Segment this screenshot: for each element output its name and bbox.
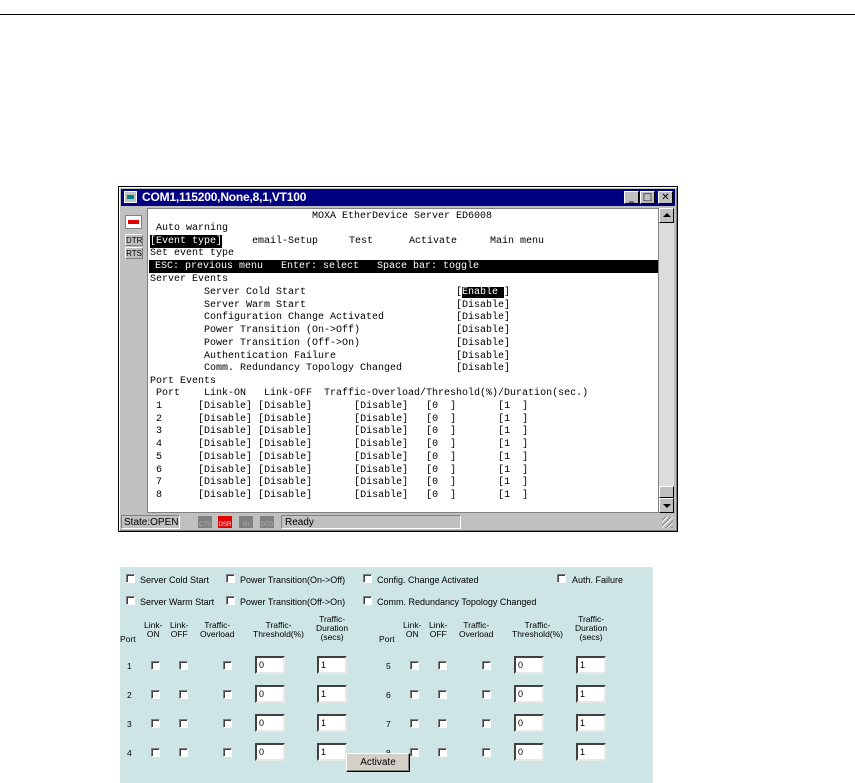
traffic-overload-checkbox[interactable] xyxy=(482,719,491,728)
threshold-input[interactable]: 0 xyxy=(514,714,544,732)
server-warm-start-checkbox[interactable] xyxy=(126,596,135,605)
close-button[interactable]: ✕ xyxy=(658,191,673,204)
server-event-value[interactable]: [Disable] xyxy=(456,312,511,324)
resize-grip-icon[interactable] xyxy=(662,517,673,528)
auto-warning-label: Auto warning xyxy=(156,223,229,234)
link-off-checkbox[interactable] xyxy=(438,748,447,757)
server-event-value[interactable]: [Disable] xyxy=(456,363,511,375)
port-number: 4 xyxy=(127,748,132,758)
led-dcd: DCD xyxy=(260,516,274,528)
duration-input[interactable]: 1 xyxy=(576,743,606,761)
port-header: Port xyxy=(379,634,395,644)
power-on-off-label: Power Transition(On->Off) xyxy=(240,575,346,585)
port-event-row[interactable]: 5 [Disable] [Disable] [Disable] [0 ] [1 ] xyxy=(156,451,529,463)
threshold-input[interactable]: 0 xyxy=(514,685,544,703)
scroll-up-arrow-icon[interactable] xyxy=(659,208,674,223)
link-off-checkbox[interactable] xyxy=(438,719,447,728)
link-off-checkbox[interactable] xyxy=(438,690,447,699)
server-event-name: Comm. Redundancy Topology Changed xyxy=(204,363,403,375)
duration-input[interactable]: 1 xyxy=(317,743,347,761)
scroll-down-arrow-icon[interactable] xyxy=(659,498,674,513)
port-events-title: Port Events xyxy=(150,376,217,387)
server-event-name: Power Transition (Off->On) xyxy=(204,337,361,349)
title-bar[interactable] xyxy=(121,189,675,206)
menu-activate[interactable]: Activate xyxy=(409,236,458,247)
link-on-checkbox[interactable] xyxy=(410,748,419,757)
set-event-type-label: Set event type xyxy=(150,248,235,259)
link-off-checkbox[interactable] xyxy=(179,690,188,699)
port-number: 5 xyxy=(386,661,391,671)
menu-event-type[interactable]: [Event type] xyxy=(150,236,223,247)
led-cts: CTS xyxy=(198,516,212,528)
traffic-overload-checkbox[interactable] xyxy=(223,719,232,728)
connection-state: State:OPEN xyxy=(121,515,180,529)
link-on-checkbox[interactable] xyxy=(410,690,419,699)
terminal-header: MOXA EtherDevice Server ED6008 xyxy=(311,211,493,222)
duration-input[interactable]: 1 xyxy=(576,714,606,732)
server-event-value[interactable]: [Disable] xyxy=(456,299,511,311)
threshold-input[interactable]: 0 xyxy=(255,656,285,674)
duration-input[interactable]: 1 xyxy=(317,685,347,703)
port-number: 1 xyxy=(127,661,132,671)
port-event-row[interactable]: 8 [Disable] [Disable] [Disable] [0 ] [1 ] xyxy=(156,489,529,501)
traffic-duration-header: Traffic- Duration (secs) xyxy=(316,614,349,642)
traffic-overload-header: Traffic- Overload xyxy=(459,620,494,639)
duration-input[interactable]: 1 xyxy=(576,685,606,703)
connection-indicator-icon[interactable] xyxy=(125,215,142,229)
port-event-row[interactable]: 7 [Disable] [Disable] [Disable] [0 ] [1 ] xyxy=(156,477,529,489)
server-events-title: Server Events xyxy=(150,274,229,285)
traffic-overload-checkbox[interactable] xyxy=(482,748,491,757)
server-event-value[interactable]: [Disable] xyxy=(456,350,511,362)
auth-failure-checkbox[interactable] xyxy=(557,574,566,583)
power-on-off-checkbox[interactable] xyxy=(226,574,235,583)
web-event-config-panel xyxy=(120,567,653,783)
dtr-toggle[interactable]: DTR xyxy=(126,236,143,245)
link-on-header: Link- ON xyxy=(403,620,422,639)
threshold-input[interactable]: 0 xyxy=(514,656,544,674)
server-warm-start-label: Server Warm Start xyxy=(140,597,215,607)
window-title: COM1,115200,None,8,1,VT100 xyxy=(142,190,307,204)
port-event-row[interactable]: 2 [Disable] [Disable] [Disable] [0 ] [1 ] xyxy=(156,413,529,425)
link-on-header: Link- ON xyxy=(144,620,163,639)
port-event-row[interactable]: 4 [Disable] [Disable] [Disable] [0 ] [1 ] xyxy=(156,439,529,451)
power-off-on-checkbox[interactable] xyxy=(226,596,235,605)
traffic-overload-checkbox[interactable] xyxy=(223,748,232,757)
link-on-checkbox[interactable] xyxy=(410,661,419,670)
signal-side-strip xyxy=(122,208,146,514)
menu-email-setup[interactable]: email-Setup xyxy=(252,236,319,247)
traffic-overload-checkbox[interactable] xyxy=(223,690,232,699)
led-dsr: DSR xyxy=(218,516,232,528)
server-event-name: Power Transition (On->Off) xyxy=(204,325,361,337)
traffic-threshold-header: Traffic- Threshold(%) xyxy=(512,620,564,639)
threshold-input[interactable]: 0 xyxy=(255,714,285,732)
port-header: Port xyxy=(120,634,136,644)
link-off-header: Link- OFF xyxy=(170,620,189,639)
link-off-checkbox[interactable] xyxy=(179,661,188,670)
help-bar: ESC: previous menu Enter: select Space bar: toggle xyxy=(149,260,658,273)
port-number: 7 xyxy=(386,719,391,729)
port-number: 6 xyxy=(386,690,391,700)
server-event-value[interactable]: [Disable] xyxy=(456,325,511,337)
comm-redundancy-label: Comm. Redundancy Topology Changed xyxy=(377,597,537,607)
port-event-row[interactable]: 1 [Disable] [Disable] [Disable] [0 ] [1 ] xyxy=(156,401,529,412)
port-number: 3 xyxy=(127,719,132,729)
link-off-header: Link- OFF xyxy=(429,620,448,639)
server-event-name: Configuration Change Activated xyxy=(204,312,385,324)
server-cold-start-label: Server Cold Start xyxy=(140,575,210,585)
page-top-rule xyxy=(0,14,855,15)
traffic-duration-header: Traffic- Duration (secs) xyxy=(575,614,608,642)
terminal-screen[interactable] xyxy=(147,208,659,513)
config-change-checkbox[interactable] xyxy=(363,574,372,583)
minimize-button[interactable]: _ xyxy=(624,191,639,204)
threshold-input[interactable]: 0 xyxy=(255,685,285,703)
threshold-input[interactable]: 0 xyxy=(255,743,285,761)
traffic-overload-checkbox[interactable] xyxy=(223,661,232,670)
server-event-value[interactable]: [Enable ] xyxy=(456,287,511,298)
threshold-input[interactable]: 0 xyxy=(514,743,544,761)
vertical-scrollbar[interactable] xyxy=(659,208,674,513)
link-on-checkbox[interactable] xyxy=(151,748,160,757)
link-off-checkbox[interactable] xyxy=(179,719,188,728)
link-on-checkbox[interactable] xyxy=(151,661,160,670)
auth-failure-label: Auth. Failure xyxy=(572,575,624,585)
traffic-overload-checkbox[interactable] xyxy=(482,661,491,670)
rts-toggle[interactable]: RTS xyxy=(126,249,142,258)
menu-test[interactable]: Test xyxy=(349,236,374,247)
traffic-overload-header: Traffic- Overload xyxy=(200,620,235,639)
maximize-button[interactable]: □ xyxy=(640,191,655,204)
port-events-header: Port Link-ON Link-OFF Traffic-Overload/Threshold(%)/Duration(sec.) xyxy=(156,388,589,399)
duration-input[interactable]: 1 xyxy=(317,714,347,732)
server-event-value[interactable]: [Disable] xyxy=(456,337,511,349)
server-event-name: Authentication Failure xyxy=(204,350,337,362)
activate-button[interactable]: Activate xyxy=(346,753,410,772)
port-event-row[interactable]: 6 [Disable] [Disable] [Disable] [0 ] [1 ] xyxy=(156,464,529,476)
link-off-checkbox[interactable] xyxy=(179,748,188,757)
traffic-threshold-header: Traffic- Threshold(%) xyxy=(253,620,305,639)
status-message: Ready xyxy=(281,515,461,529)
duration-input[interactable]: 1 xyxy=(317,656,347,674)
link-off-checkbox[interactable] xyxy=(438,661,447,670)
duration-input[interactable]: 1 xyxy=(576,656,606,674)
server-event-name: Server Warm Start xyxy=(204,299,307,311)
menu-main-menu[interactable]: Main menu xyxy=(490,236,545,247)
terminal-app-icon[interactable] xyxy=(124,191,137,203)
link-on-checkbox[interactable] xyxy=(410,719,419,728)
traffic-overload-checkbox[interactable] xyxy=(482,690,491,699)
status-bar xyxy=(121,514,675,530)
scroll-thumb[interactable] xyxy=(659,486,674,498)
server-event-name: Server Cold Start xyxy=(204,287,307,298)
power-off-on-label: Power Transition(Off->On) xyxy=(240,597,346,607)
port-event-row[interactable]: 3 [Disable] [Disable] [Disable] [0 ] [1 ] xyxy=(156,426,529,438)
server-cold-start-checkbox[interactable] xyxy=(126,574,135,583)
led-ri: RI xyxy=(239,516,253,528)
config-change-label: Config. Change Activated xyxy=(377,575,479,585)
link-on-checkbox[interactable] xyxy=(151,719,160,728)
port-number: 2 xyxy=(127,690,132,700)
comm-redundancy-checkbox[interactable] xyxy=(363,596,372,605)
terminal-window xyxy=(118,186,678,532)
link-on-checkbox[interactable] xyxy=(151,690,160,699)
